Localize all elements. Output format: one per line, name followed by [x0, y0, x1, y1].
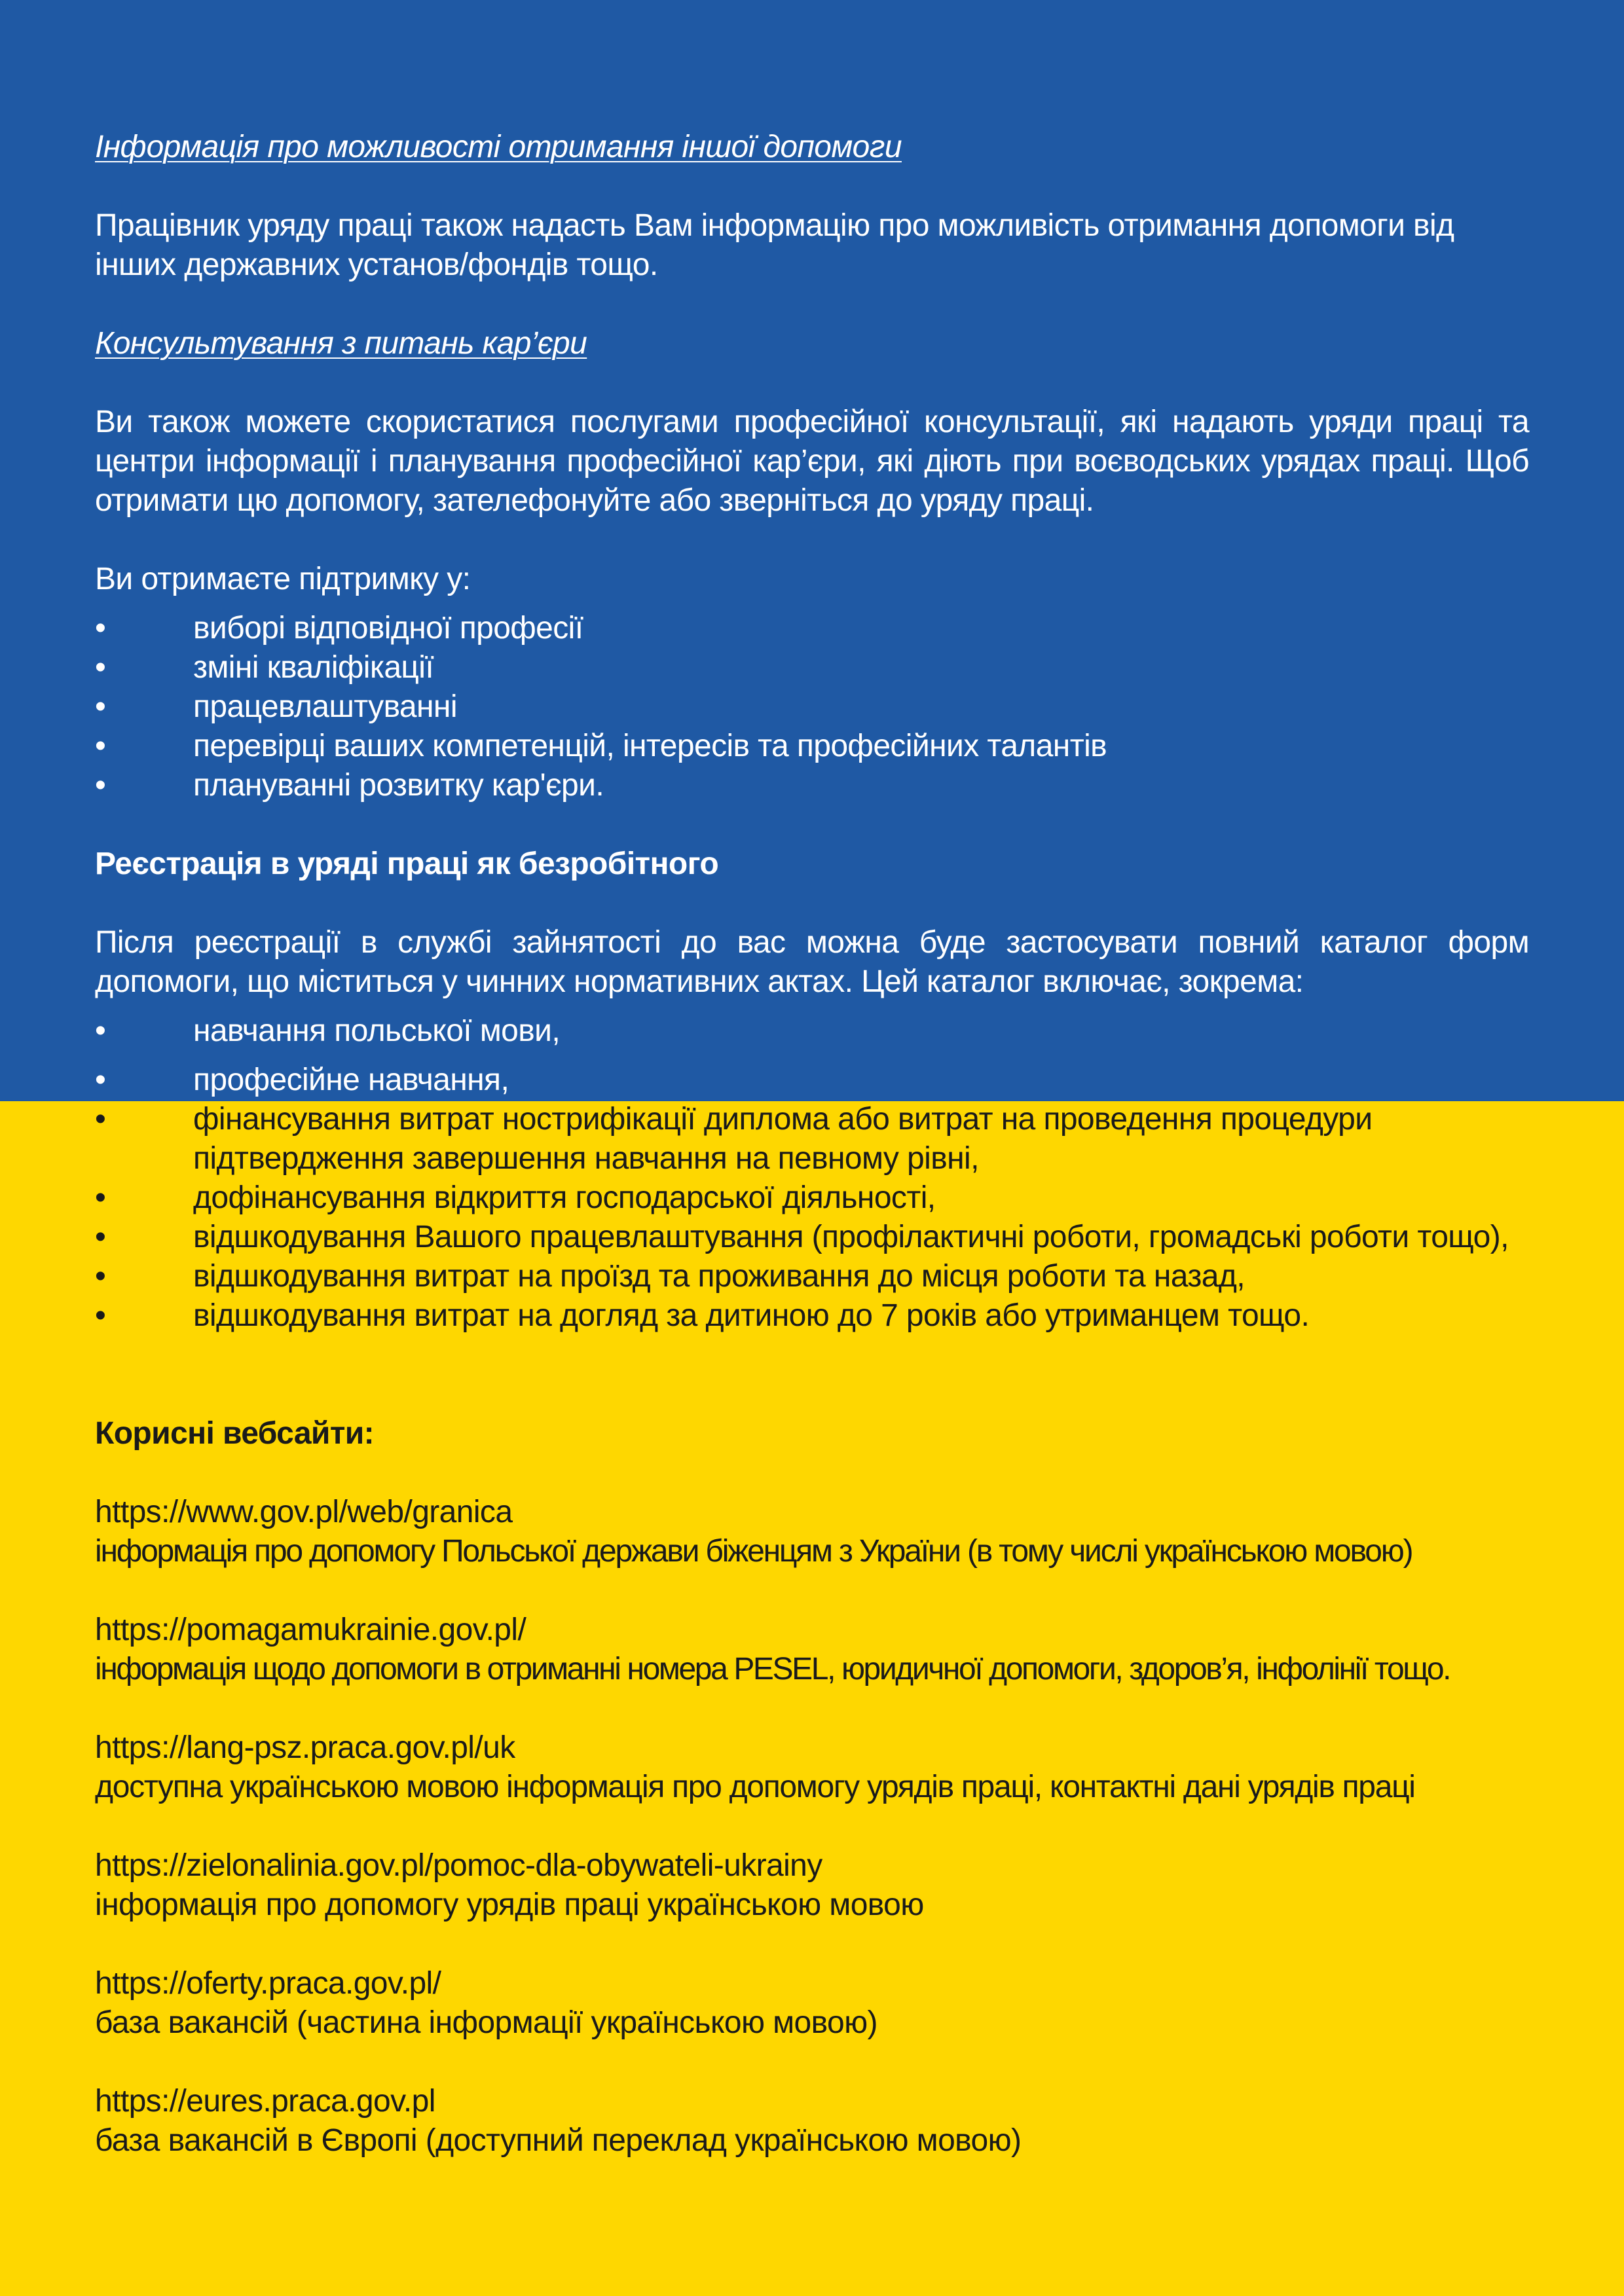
bullet: •: [95, 689, 106, 724]
website-link[interactable]: https://oferty.praca.gov.pl/: [95, 1966, 441, 2001]
bullet: •: [95, 1063, 106, 1097]
website-description: інформація про допомогу урядів праці українською мовою: [95, 1887, 924, 1922]
bullet: •: [95, 768, 106, 803]
list-item: • дофінансування відкриття господарської діяльності,: [95, 1178, 1529, 1218]
list-item: • відшкодування витрат на догляд за дитиною до 7 років або утриманцем тощо.: [95, 1296, 1529, 1336]
bullet: •: [95, 1013, 106, 1048]
website-description: база вакансій в Європі (доступний переклад українською мовою): [95, 2123, 1022, 2158]
list-item: • працевлаштуванні: [95, 687, 1529, 727]
support-intro: Ви отримаєте підтримку у:: [95, 562, 471, 596]
bullet: •: [95, 729, 106, 763]
list-item: • відшкодування витрат на проїзд та проживання до місця роботи та назад,: [95, 1257, 1529, 1296]
website-link[interactable]: https://eures.praca.gov.pl: [95, 2084, 435, 2119]
website-entry: [95, 1611, 1529, 1689]
list-item: • фінансування витрат нострифікації диплома або витрат на проведення процедури підтвердження завершення навчання на певному рівні,: [95, 1100, 1529, 1178]
career-text: Ви також можете скористатися послугами професійної консультації, які надають уряди праці та центри інформації і планування професійної кар’єри, які діють при воєводських урядах праці. Щоб отримати цю допомогу, зателефонуйте або зверніться до уряду праці.: [95, 405, 1529, 518]
registration-list-blue-2: [95, 1061, 1529, 1100]
list-item: • зміні кваліфікації: [95, 648, 1529, 687]
list-item: • виборі відповідної професії: [95, 609, 1529, 648]
career-title: Консультування з питань кар’єри: [95, 326, 587, 361]
website-description: доступна українською мовою інформація про допомогу урядів праці, контактні дані урядів праці: [95, 1770, 1415, 1804]
bullet: •: [95, 650, 106, 685]
website-description: інформація щодо допомоги в отриманні номера PESEL, юридичної допомоги, здоров’я, інфолінії тощо.: [95, 1652, 1450, 1686]
website-link[interactable]: https://www.gov.pl/web/granica: [95, 1495, 513, 1529]
bullet: •: [95, 611, 106, 646]
support-list: [95, 609, 1529, 805]
bullet: •: [95, 1102, 106, 1137]
website-entry: [95, 2082, 1529, 2160]
website-link[interactable]: https://pomagamukrainie.gov.pl/: [95, 1613, 526, 1647]
list-item: • плануванні розвитку кар'єри.: [95, 766, 1529, 805]
websites-title: Корисні вебсайти:: [95, 1416, 375, 1451]
website-entry: [95, 1728, 1529, 1807]
website-entry: [95, 1964, 1529, 2043]
bullet: •: [95, 1180, 106, 1215]
other-help-text: Працівник уряду праці також надасть Вам інформацію про можливість отримання допомоги від інших державних установ/фондів тощо.: [95, 208, 1454, 282]
website-description: база вакансій (частина інформації українською мовою): [95, 2005, 877, 2040]
other-help-title: Інформація про можливості отримання іншої допомоги: [95, 130, 902, 164]
bullet: •: [95, 1298, 106, 1333]
registration-list-blue: [95, 1011, 1529, 1051]
list-item: • відшкодування Вашого працевлаштування (профілактичні роботи, громадські роботи тощо),: [95, 1218, 1529, 1257]
registration-list-yellow: [95, 1100, 1529, 1336]
bullet: •: [95, 1259, 106, 1294]
registration-title: Реєстрація в уряді праці як безробітного: [95, 847, 719, 881]
registration-text: Після реєстрації в службі зайнятості до вас можна буде застосувати повний каталог форм допомоги, що міститься у чинних нормативних актах. Цей каталог включає, зокрема:: [95, 925, 1529, 999]
list-item: • навчання польської мови,: [95, 1011, 1529, 1051]
website-entry: [95, 1493, 1529, 1571]
list-item: • перевірці ваших компетенцій, інтересів та професійних талантів: [95, 727, 1529, 766]
bullet: •: [95, 1220, 106, 1254]
list-item: • професійне навчання,: [95, 1061, 1529, 1100]
website-entry: [95, 1846, 1529, 1925]
website-link[interactable]: https://lang-psz.praca.gov.pl/uk: [95, 1730, 515, 1765]
website-link[interactable]: https://zielonalinia.gov.pl/pomoc-dla-obywateli-ukrainy: [95, 1848, 822, 1883]
website-description: інформація про допомогу Польської держави біженцям з України (в тому числі українською мовою): [95, 1534, 1412, 1569]
